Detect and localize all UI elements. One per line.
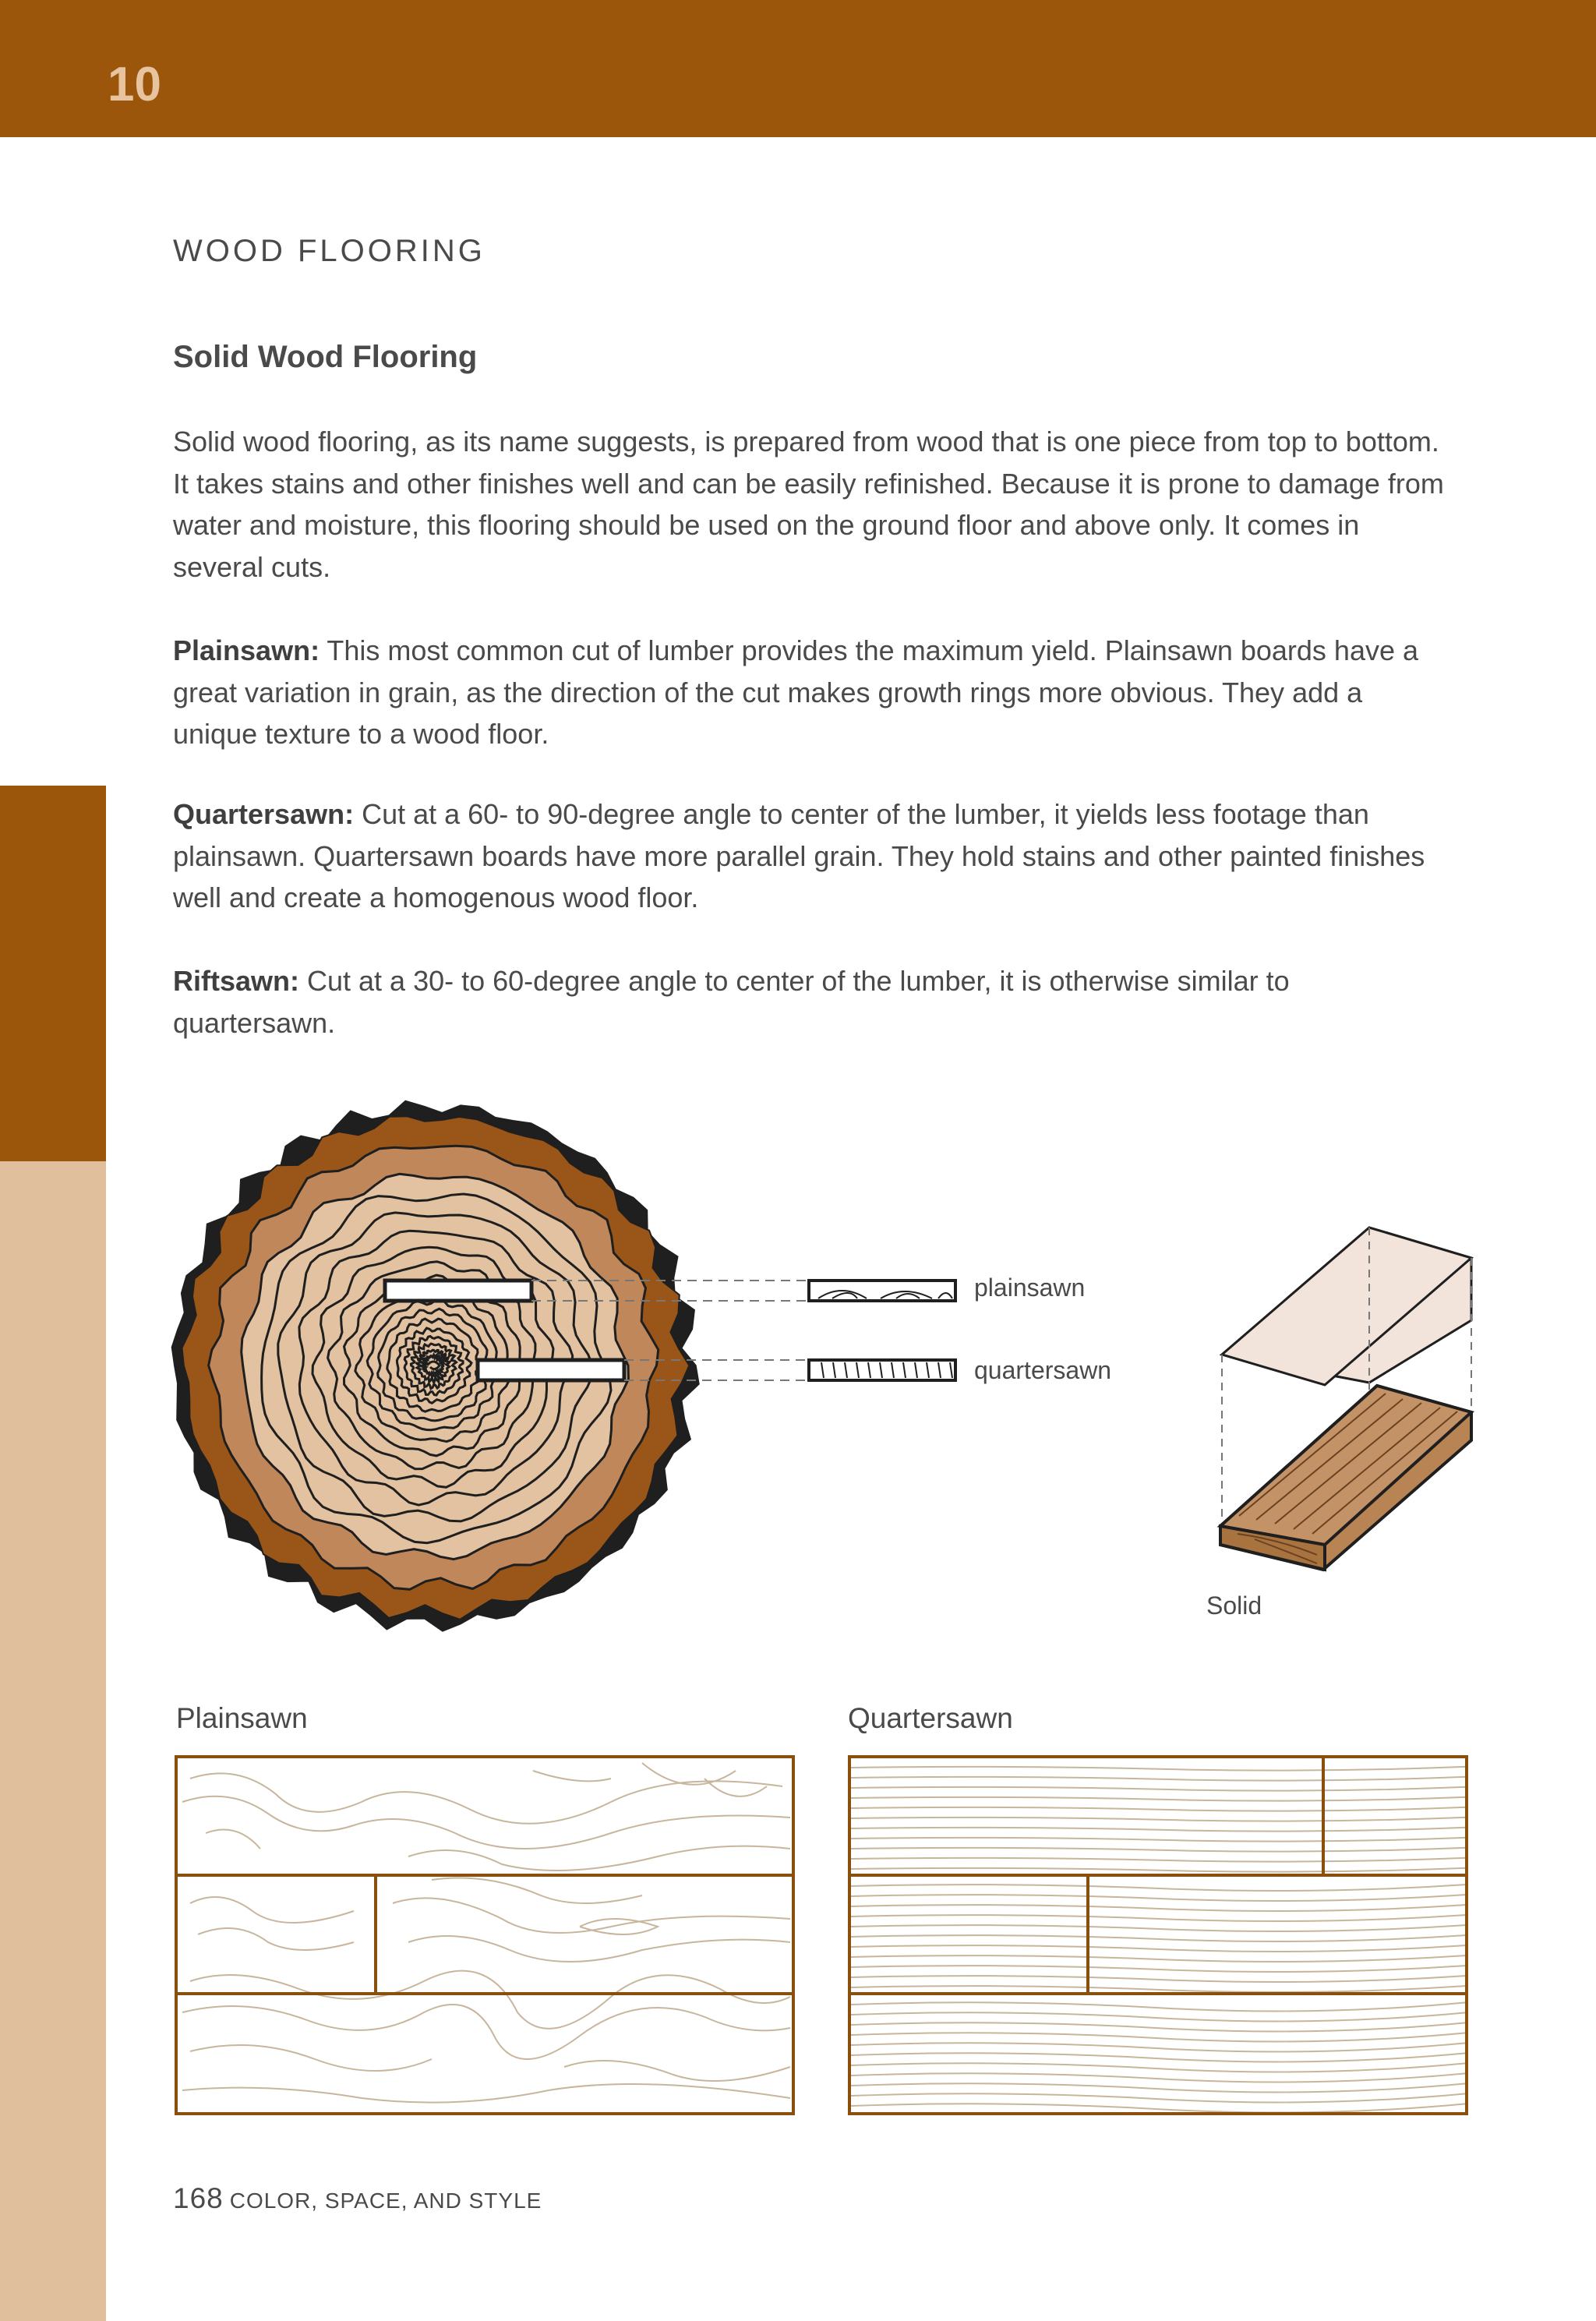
page-footer: [173, 2182, 542, 2215]
quartersawn-cut-slot: [478, 1360, 624, 1380]
plainsawn-term: Plainsawn:: [173, 634, 320, 666]
plainsawn-text: This most common cut of lumber provides the maximum yield. Plainsawn boards have a great variation in grain, as the direction of the cut makes growth rings more obvious. They add a unique texture to a wood floor.: [173, 634, 1419, 750]
plainsawn-cut-slot: [385, 1281, 531, 1301]
plainsawn-panel-title: Plainsawn: [176, 1702, 308, 1734]
riftsawn-text: Cut at a 30- to 60-degree angle to center of the lumber, it is otherwise similar to quartersawn.: [173, 965, 1290, 1039]
page-number: 168: [173, 2182, 224, 2214]
section-title: Solid Wood Flooring: [173, 340, 478, 374]
quartersawn-cut-label: quartersawn: [974, 1356, 1112, 1384]
quartersawn-panel-title: Quartersawn: [848, 1702, 1013, 1734]
chapter-number: 10: [108, 58, 161, 111]
quartersawn-term: Quartersawn:: [173, 798, 355, 830]
quartersawn-board-end: [809, 1360, 955, 1380]
quartersawn-floor-panel: [848, 1755, 1468, 2115]
section-label: WOOD FLOORING: [173, 234, 486, 268]
quartersawn-text: Cut at a 60- to 90-degree angle to center of the lumber, it yields less footage than plainsawn. Quartersawn boards have more parallel grain. They hold stains and other painted finishes well and create a homogenous wood floor.: [173, 798, 1425, 913]
solid-board-label: Solid: [1206, 1591, 1262, 1620]
riftsawn-term: Riftsawn:: [173, 965, 299, 997]
intro-paragraph: Solid wood flooring, as its name suggests, is prepared from wood that is one piece from top to bottom. It takes stains and other finishes well and can be easily refinished. Because it is prone to damage from water and moisture, this flooring should be used on the ground floor and above only. It comes in several cuts.: [173, 426, 1444, 583]
plainsawn-cut-label: plainsawn: [974, 1274, 1086, 1302]
solid-board-isometric: [1220, 1228, 1471, 1570]
plainsawn-board-end: [809, 1281, 955, 1301]
plainsawn-floor-panel: [175, 1755, 795, 2115]
running-head: COLOR, SPACE, AND STYLE: [229, 2189, 542, 2213]
